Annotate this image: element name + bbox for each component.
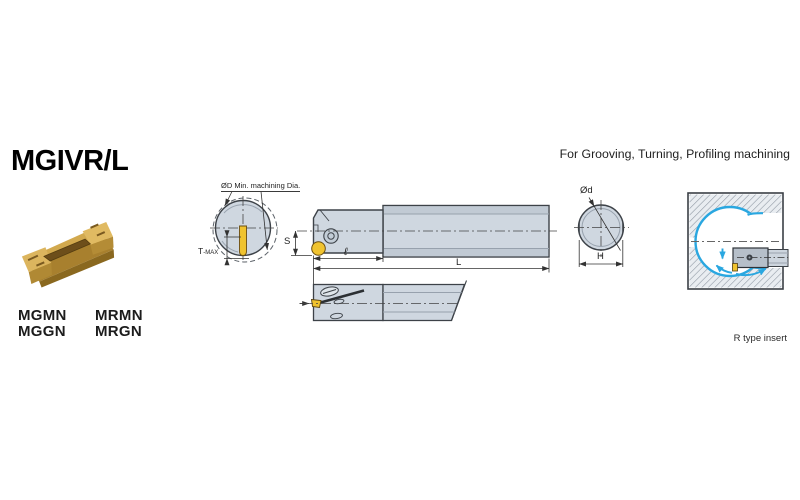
insert-photo [20,222,115,289]
insert-tip-side [312,242,326,256]
app-insert [733,264,738,272]
label-overall-length: L [456,257,462,268]
insert-blade-front [240,226,247,256]
page-subtitle: For Grooving, Turning, Profiling machining [559,147,790,161]
front-view-drawing [210,192,278,266]
insert-model-mggn: MGGN [18,323,66,340]
label-head-length: ℓ [344,246,348,258]
label-t-max: T-MAX [198,246,219,256]
application-caption: R type insert [733,333,787,344]
insert-model-mrmn: MRMN [95,307,143,324]
application-illustration [688,193,789,289]
top-face-view-drawing [300,281,467,321]
label-shank-dia: Ød [580,185,593,196]
page-title: MGIVR/L [11,145,129,177]
insert-model-mgmn: MGMN [18,307,67,324]
side-view-drawing [291,206,557,285]
label-height: H [597,251,604,262]
label-s: S [284,236,291,247]
insert-model-mrgn: MRGN [95,323,143,340]
shank-top-view [383,285,465,321]
label-min-machining-dia: ØD Min. machining Dia. [221,181,301,190]
